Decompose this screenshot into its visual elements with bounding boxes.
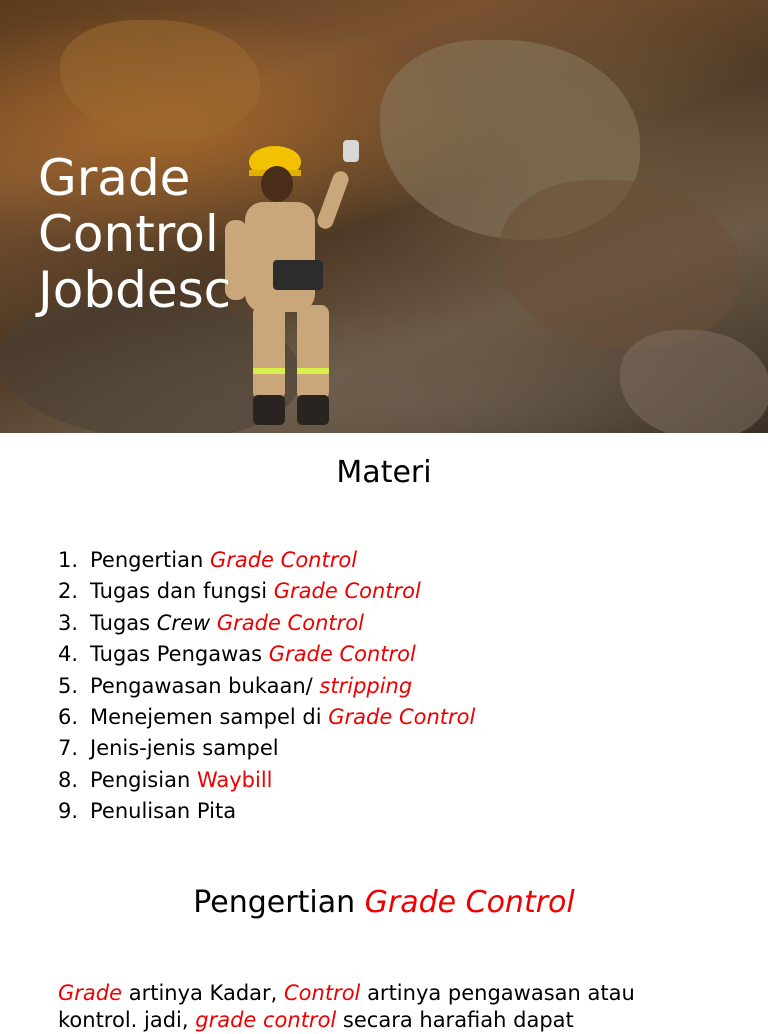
list-item	[58, 576, 475, 607]
section-title	[0, 885, 768, 920]
item-number: 1.	[58, 548, 79, 572]
item-number: 2.	[58, 579, 79, 604]
rock-texture	[60, 20, 260, 140]
body-text-part: secara harafiah dapat	[336, 1008, 574, 1032]
section-title-text: Pengertian	[193, 885, 365, 920]
list-item	[58, 671, 475, 702]
agenda-title: Materi	[336, 455, 432, 490]
item-number: 9.	[58, 799, 79, 824]
item-text: Tugas Pengawas	[90, 642, 269, 667]
term-control: Control	[284, 981, 361, 1005]
item-italic: Crew	[156, 610, 211, 635]
item-text: Pengisian	[90, 767, 197, 792]
item-highlight: Grade Control	[209, 548, 358, 572]
slide-title	[38, 150, 278, 318]
title-line: Jobdesc	[38, 261, 232, 319]
item-highlight: Grade Control	[328, 704, 476, 729]
list-item	[58, 765, 475, 796]
list-item	[58, 702, 475, 733]
section-title-highlight: Grade Control	[364, 885, 575, 920]
title-line: Grade	[38, 149, 191, 207]
item-number: 5.	[58, 673, 79, 698]
item-number: 4.	[58, 642, 79, 667]
list-item	[58, 796, 475, 827]
list-item	[58, 733, 475, 764]
item-text: Tugas dan fungsi	[90, 579, 274, 604]
list-item	[58, 608, 475, 639]
body-text-part: artinya pengawasan atau kontrol. jadi,	[58, 981, 635, 1032]
item-text: Menejemen sampel di	[90, 704, 329, 729]
rock-texture	[620, 330, 768, 433]
item-text: Tugas	[90, 610, 157, 635]
term-grade-control: grade control	[195, 1008, 337, 1032]
title-slide	[0, 0, 768, 433]
item-highlight: Waybill	[196, 767, 273, 792]
list-item	[58, 545, 475, 576]
item-text: Penulisan Pita	[90, 799, 237, 824]
item-text: Pengawasan bukaan/	[90, 673, 320, 698]
item-text: Jenis-jenis sampel	[90, 736, 279, 761]
item-number: 8.	[58, 767, 79, 792]
list-item	[58, 639, 475, 670]
item-number: 7.	[58, 736, 79, 761]
agenda-list	[58, 545, 475, 828]
definition-paragraph	[58, 980, 718, 1034]
title-line: Control	[38, 205, 219, 263]
item-highlight: Grade Control	[216, 610, 364, 635]
term-grade: Grade	[58, 981, 123, 1005]
body-text-part: artinya Kadar,	[122, 981, 285, 1005]
item-text: Pengertian	[90, 548, 210, 572]
item-number: 3.	[58, 610, 79, 635]
item-highlight: stripping	[319, 673, 413, 698]
rock-texture	[500, 180, 740, 350]
item-highlight: Grade Control	[268, 642, 416, 667]
item-highlight: Grade Control	[273, 579, 421, 604]
item-number: 6.	[58, 704, 79, 729]
